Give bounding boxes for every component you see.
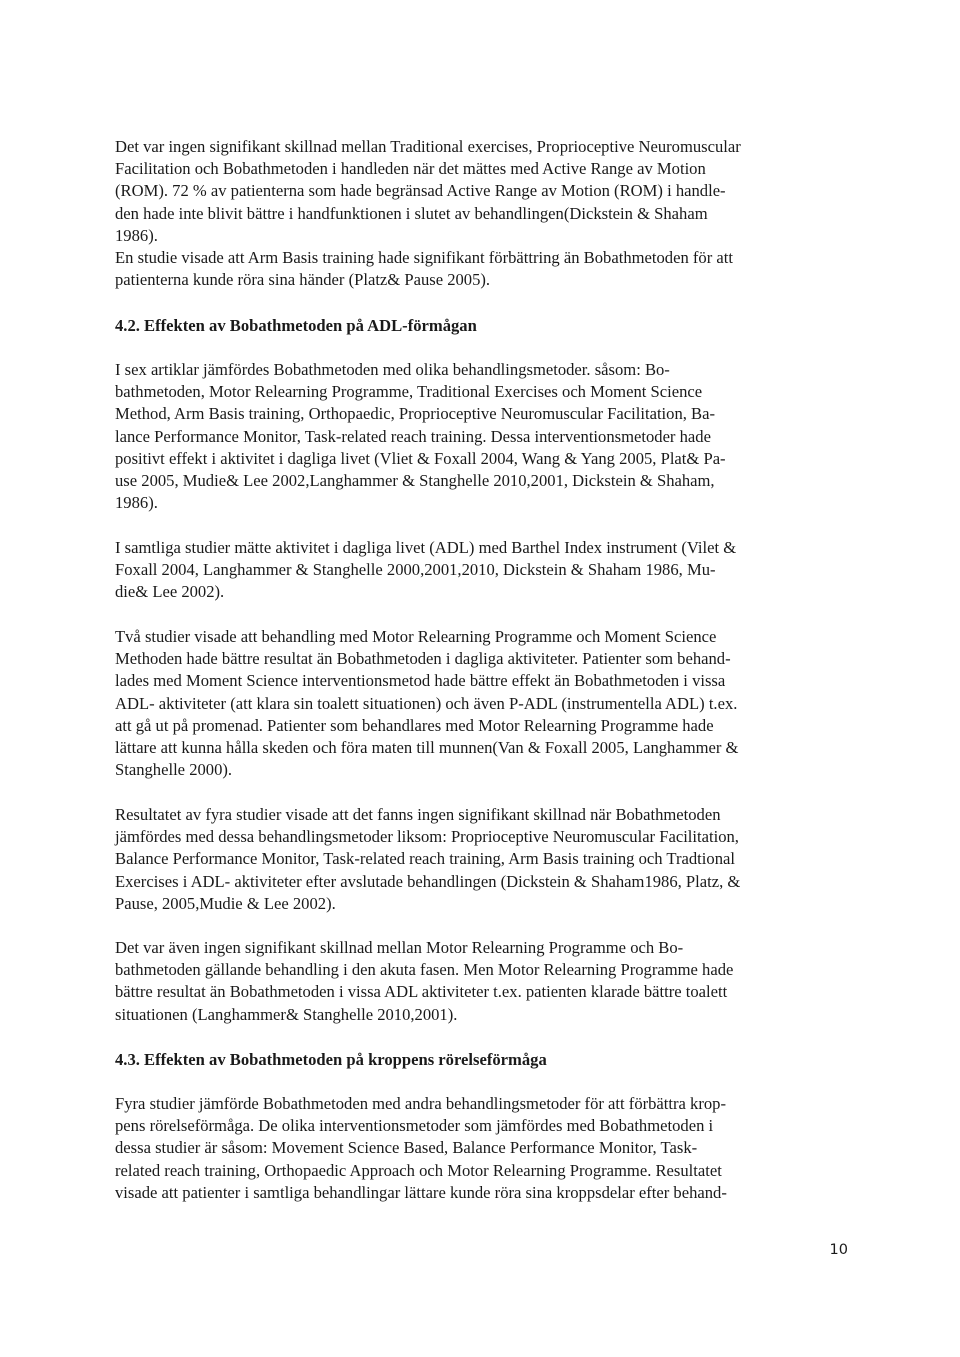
text-line: visade att patienter i samtliga behandlingar lättare kunde röra sina kroppsdelar efter behand- (115, 1182, 727, 1202)
text-line: lance Performance Monitor, Task-related reach training. Dessa interventionsmetoder hade (115, 426, 711, 446)
text-line: Det var ingen signifikant skillnad mellan Traditional exercises, Proprioceptive Neuromuscular (115, 137, 741, 156)
paragraph-arm-basis (115, 247, 855, 291)
text-line: lades med Moment Science interventionsmetod hade bättre effekt än Bobathmetoden i vissa (115, 671, 726, 691)
text-line: use 2005, Mudie& Lee 2002,Langhammer & Stanghelle 2010,2001, Dickstein & Shaham, (115, 471, 715, 491)
heading-text: 4.2. Effekten av Bobathmetoden på ADL-förmågan (115, 316, 477, 335)
text-line: Foxall 2004, Langhammer & Stanghelle 2000,2001,2010, Dickstein & Shaham 1986, Mu- (115, 560, 716, 580)
text-line: pens rörelseförmåga. De olika interventionsmetoder som jämfördes med Bobathmetoden i (115, 1116, 714, 1136)
text-line: 1986). (115, 493, 158, 513)
text-line: lättare att kunna hålla skeden och föra maten till munnen(Van & Foxall 2005, Langhammer & (115, 738, 739, 758)
text-line: Methoden hade bättre resultat än Bobathmetoden i dagliga aktiviteter. Patienter som behand- (115, 649, 731, 669)
paragraph-barthel-index (115, 537, 855, 604)
text-line: Facilitation och Bobathmetoden i handleden när det mättes med Active Range av Motion (115, 159, 706, 179)
text-line: Två studier visade att behandling med Motor Relearning Programme och Moment Science (115, 627, 717, 646)
text-line: Det var även ingen signifikant skillnad mellan Motor Relearning Programme och Bo- (115, 938, 684, 957)
text-line: related reach training, Orthopaedic Approach och Motor Relearning Programme. Resultatet (115, 1160, 722, 1180)
text-line: jämfördes med dessa behandlingsmetoder liksom: Proprioceptive Neuromuscular Facilitation, (115, 827, 739, 847)
paragraph-six-articles (115, 359, 855, 514)
text-line: Balance Performance Monitor, Task-related reach training, Arm Basis training och Tradtional (115, 849, 735, 869)
section-heading-4-3 (115, 1049, 855, 1071)
text-line: Resultatet av fyra studier visade att det fanns ingen signifikant skillnad när Bobathmetoden (115, 805, 721, 824)
text-line: Fyra studier jämförde Bobathmetoden med andra behandlingsmetoder för att förbättra krop- (115, 1094, 727, 1113)
text-line: En studie visade att Arm Basis training hade signifikant förbättring än Bobathmetoden för att (115, 248, 733, 267)
text-line: patienterna kunde röra sina händer (Platz& Pause 2005). (115, 270, 491, 290)
paragraph-wrist-rom (115, 136, 855, 247)
text-line: I samtliga studier mätte aktivitet i dagliga livet (ADL) med Barthel Index instrument (Vilet & (115, 538, 737, 557)
text-line: ADL- aktiviteter (att klara sin toalett situationen) och även P-ADL (instrumentella ADL) t.ex. (115, 693, 738, 713)
paragraph-acute-phase (115, 937, 855, 1026)
text-line: I sex artiklar jämfördes Bobathmetoden med olika behandlingsmetoder. såsom: Bo- (115, 360, 670, 379)
text-line: att gå ut på promenad. Patienter som behandlares med Motor Relearning Programme hade (115, 715, 714, 735)
text-line: Stanghelle 2000). (115, 760, 233, 780)
text-line: dessa studier är såsom: Movement Science Based, Balance Performance Monitor, Task- (115, 1138, 698, 1158)
text-line: (ROM). 72 % av patienterna som hade begränsad Active Range av Motion (ROM) i handle- (115, 181, 726, 201)
text-line: den hade inte blivit bättre i handfunktionen i slutet av behandlingen(Dickstein & Shaham (115, 203, 708, 223)
text-line: situationen (Langhammer& Stanghelle 2010,2001). (115, 1004, 458, 1024)
text-line: die& Lee 2002). (115, 582, 225, 602)
page-number: 10 (829, 1242, 848, 1258)
text-line: 1986). (115, 225, 158, 245)
text-line: Exercises i ADL- aktiviteter efter avslutade behandlingen (Dickstein & Shaham1986, Platz, & (115, 871, 741, 891)
paragraph-four-studies-adl (115, 804, 855, 915)
text-line: bathmetoden gällande behandling i den akuta fasen. Men Motor Relearning Programme hade (115, 960, 734, 980)
text-line: Method, Arm Basis training, Orthopaedic, Proprioceptive Neuromuscular Facilitation, Ba- (115, 404, 716, 424)
paragraph-body-movement (115, 1093, 855, 1204)
text-line: bättre resultat än Bobathmetoden i vissa ADL aktiviteter t.ex. patienten klarade bättre toalett (115, 982, 728, 1002)
text-line: Pause, 2005,Mudie & Lee 2002). (115, 893, 336, 913)
paragraph-two-studies (115, 626, 855, 781)
text-line: positivt effekt i aktivitet i dagliga livet (Vliet & Foxall 2004, Wang & Yang 2005, Plat& Pa- (115, 448, 726, 468)
heading-text: 4.3. Effekten av Bobathmetoden på kroppens rörelseförmåga (115, 1050, 547, 1069)
text-line: bathmetoden, Motor Relearning Programme, Traditional Exercises och Moment Science (115, 382, 703, 402)
section-heading-4-2 (115, 315, 855, 337)
